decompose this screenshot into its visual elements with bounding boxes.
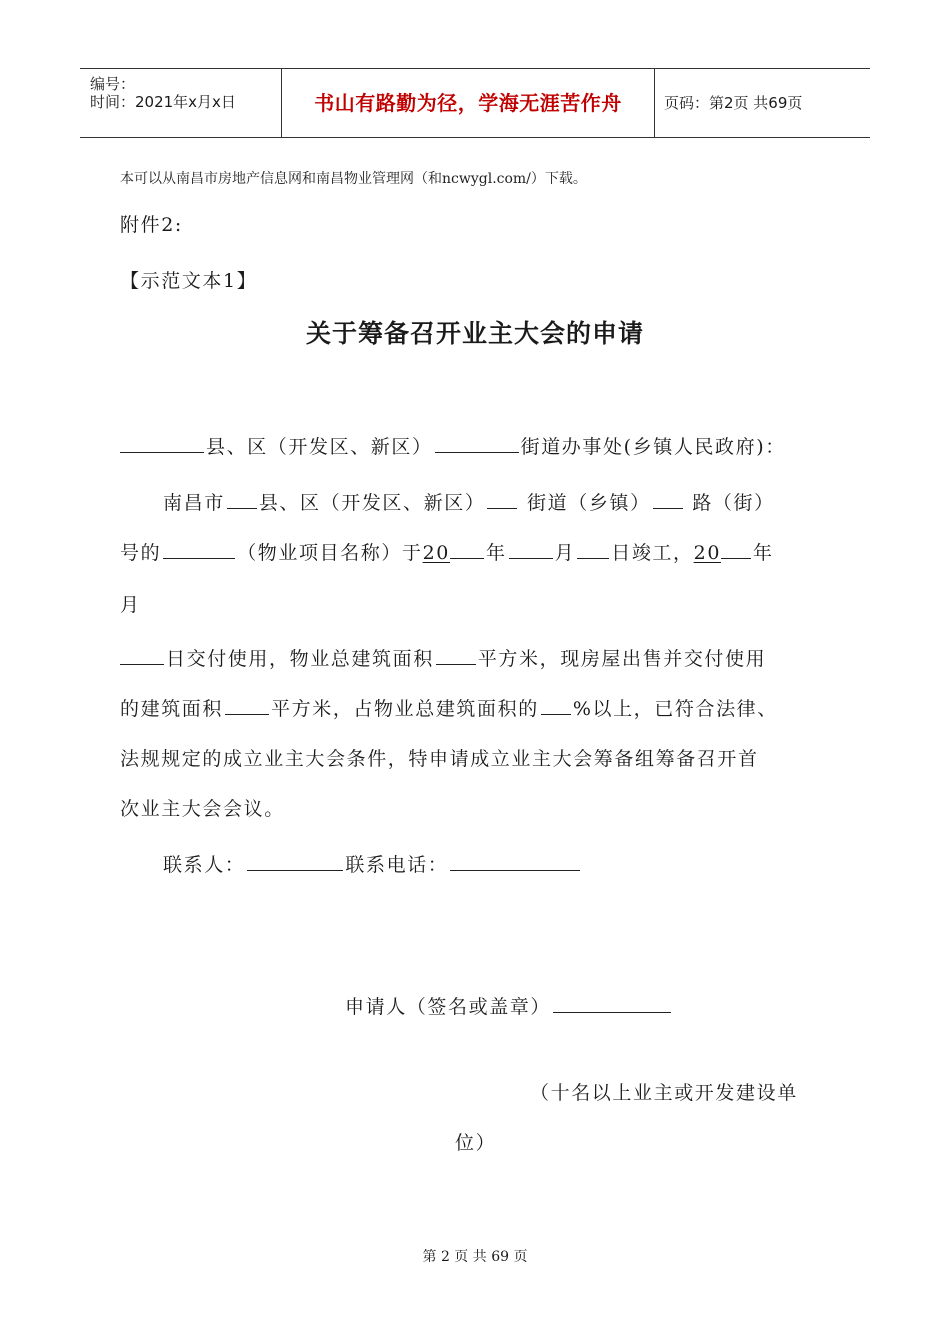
- text-l2a: 南昌市: [163, 492, 225, 514]
- body-line-2: [163, 488, 775, 515]
- body-line-7: 法规规定的成立业主大会条件，特申请成立业主大会筹备组筹备召开首: [120, 748, 759, 770]
- blank-percent[interactable]: [541, 696, 571, 715]
- contact-person-label: 联系人：: [163, 854, 246, 876]
- text-l3b: （物业项目名称）于: [237, 542, 423, 564]
- text-l5b: 平方米，现房屋出售并交付使用: [477, 648, 767, 670]
- applicant-note-line-2: 位）: [455, 1132, 497, 1154]
- year-prefix-2: 20: [693, 542, 722, 564]
- blank-year-2[interactable]: [721, 540, 751, 559]
- header-page-info: 页码：第2页 共69页: [664, 94, 803, 112]
- blank-total-area[interactable]: [436, 646, 476, 665]
- header-motto: 书山有路勤为径，学海无涯苦作舟: [282, 69, 655, 137]
- contact-line: [163, 850, 582, 877]
- contact-phone-field[interactable]: [450, 852, 580, 871]
- addressee-line: [120, 432, 786, 459]
- document-header: [80, 68, 870, 138]
- text-l6b: 平方米，占物业总建筑面积的: [271, 698, 539, 720]
- blank-county[interactable]: [227, 490, 257, 509]
- body-line-5: [120, 644, 766, 671]
- text-l2c: 街道（乡镇）: [527, 492, 651, 514]
- text-l3h: 年: [753, 542, 774, 564]
- applicant-signature-field[interactable]: [553, 994, 671, 1013]
- body-line-4: 月: [120, 594, 141, 616]
- text-l5a: 日交付使用，物业总建筑面积: [166, 648, 434, 670]
- text-l2b: 县、区（开发区、新区）: [258, 492, 486, 514]
- blank-road[interactable]: [653, 490, 683, 509]
- date-label: 时间：2021年x月x日: [90, 93, 236, 111]
- applicant-note-line-1: （十名以上业主或开发建设单: [530, 1082, 798, 1104]
- blank-day-1[interactable]: [577, 540, 609, 559]
- attachment-label: 附件2:: [120, 214, 183, 236]
- text-l6a: 的建筑面积: [120, 698, 224, 720]
- page-footer: 第 2 页 共 69 页: [422, 1249, 528, 1265]
- blank-district[interactable]: [120, 434, 204, 453]
- body-line-6: [120, 694, 778, 721]
- text-l3d: 年: [486, 542, 507, 564]
- text-l3a: 号的: [120, 542, 162, 564]
- blank-day-2[interactable]: [120, 646, 164, 665]
- blank-street[interactable]: [435, 434, 519, 453]
- header-meta-cell: [80, 69, 282, 137]
- blank-project-name[interactable]: [163, 540, 235, 559]
- contact-phone-label: 联系电话：: [345, 854, 449, 876]
- applicant-label: 申请人（签名或盖章）: [345, 996, 552, 1018]
- text-l3f: 日竣工，: [611, 542, 694, 564]
- contact-person-field[interactable]: [247, 852, 343, 871]
- text-l3e: 月: [554, 542, 576, 564]
- text-l2d: 路（街）: [692, 492, 775, 514]
- text-l1a: 县、区（开发区、新区）: [206, 436, 433, 458]
- year-prefix-1: 20: [422, 542, 450, 564]
- body-line-8: 次业主大会会议。: [120, 798, 285, 820]
- blank-year-1[interactable]: [450, 540, 484, 559]
- text-l6c: %以上，已符合法律、: [572, 698, 778, 720]
- blank-sold-area[interactable]: [225, 696, 269, 715]
- applicant-line: [345, 992, 673, 1019]
- download-note: 本可以从南昌市房地产信息网和南昌物业管理网（和ncwygl.com/）下载。: [120, 171, 587, 187]
- text-l1b: 街道办事处(乡镇人民政府)：: [520, 436, 786, 458]
- template-label: 【示范文本1】: [120, 270, 258, 292]
- body-line-3: [120, 538, 774, 565]
- blank-month-1[interactable]: [509, 540, 553, 559]
- blank-subdistrict[interactable]: [487, 490, 517, 509]
- number-label: 编号：: [90, 75, 136, 93]
- document-title: 关于筹备召开业主大会的申请: [305, 319, 644, 348]
